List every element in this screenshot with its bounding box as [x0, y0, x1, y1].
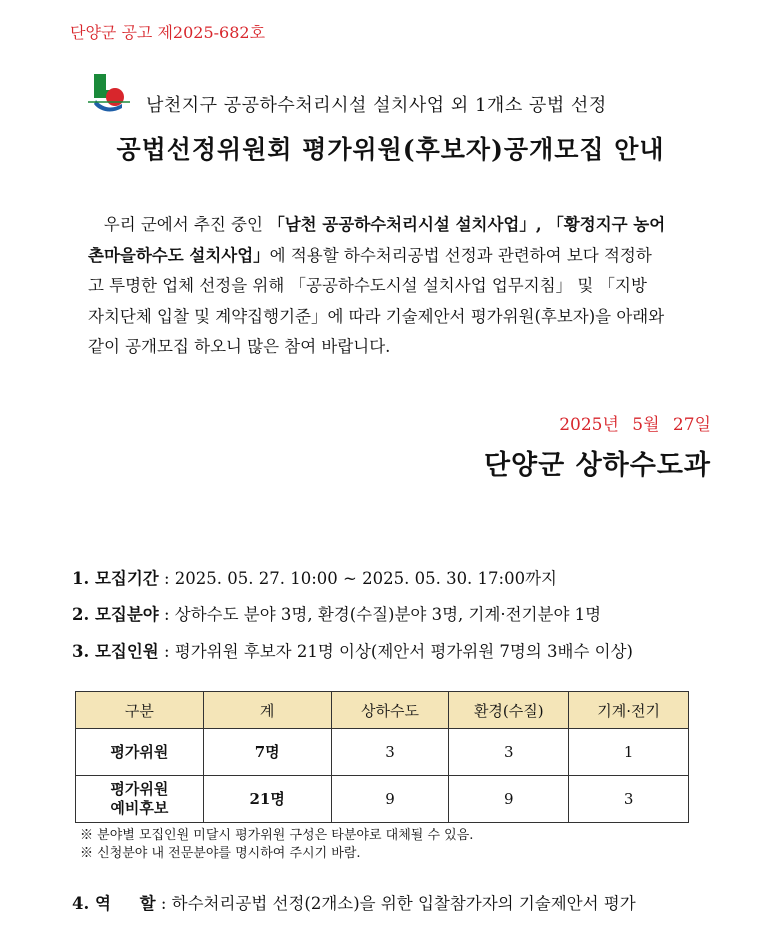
notice-body — [88, 210, 718, 363]
subtitle: 남천지구 공공하수처리시설 설치사업 외 1개소 공법 선정 — [146, 95, 607, 116]
recruit-period: 1. 모집기간 : 2025. 05. 27. 10:00 ~ 2025. 05. 30. 17:00까지 — [72, 569, 557, 588]
note-line: ※ 신청분야 내 전문분야를 명시하여 주시기 바람. — [80, 846, 361, 861]
department-name: 단양군 상하수도과 — [483, 450, 711, 481]
body-line-5: 같이 공개모집 하오니 많은 참여 바랍니다. — [88, 337, 391, 356]
table-cell: 9 — [449, 776, 569, 823]
table-notes — [80, 827, 473, 863]
table-header: 구분 — [76, 692, 204, 729]
recruit-field: 2. 모집분야 : 상하수도 분야 3명, 환경(수질)분야 3명, 기계·전기분야 1명 — [72, 605, 602, 624]
table-cell: 7명 — [203, 729, 331, 776]
table-cell: 평가위원 — [76, 729, 204, 776]
table-cell: 평가위원 예비후보 — [76, 776, 204, 823]
note-line: ※ 분야별 모집인원 미달시 평가위원 구성은 타분야로 대체될 수 있음. — [80, 828, 474, 843]
table-row — [76, 729, 689, 776]
danyang-county-logo-icon — [88, 70, 130, 114]
body-line-3: 고 투명한 업체 선정을 위해 「공공하수도시설 설치사업 업무지침」 및 「지방 — [88, 276, 647, 295]
table-header: 환경(수질) — [449, 692, 569, 729]
table-header: 계 — [203, 692, 331, 729]
body-line-1: 우리 군에서 추진 중인 「남천 공공하수처리시설 설치사업」, 「황정지구 농어 — [103, 215, 666, 234]
table-cell: 3 — [569, 776, 689, 823]
recruit-role: 4. 역 할 : 하수처리공법 선정(2개소)을 위한 입찰참가자의 기술제안서 평가 — [72, 894, 636, 913]
recruit-table — [75, 691, 689, 823]
project-names: 「남천 공공하수처리시설 설치사업」, 「황정지구 농어 — [268, 215, 666, 234]
table-header-row — [76, 692, 689, 729]
table-cell: 3 — [331, 729, 449, 776]
table-cell: 3 — [449, 729, 569, 776]
recruit-count: 3. 모집인원 : 평가위원 후보자 21명 이상(제안서 평가위원 7명의 3배수 이상) — [72, 642, 633, 661]
table-cell: 1 — [569, 729, 689, 776]
body-line-4: 자치단체 입찰 및 계약집행기준」에 따라 기술제안서 평가위원(후보자)을 아래와 — [88, 306, 665, 326]
table-cell: 21명 — [203, 776, 331, 823]
table-header: 기계·전기 — [569, 692, 689, 729]
table-header: 상하수도 — [331, 692, 449, 729]
table-cell: 9 — [331, 776, 449, 823]
body-line-2: 촌마을하수도 설치사업」에 적용할 하수처리공법 선정과 관련하여 보다 적정하 — [88, 245, 652, 265]
project-names-cont: 촌마을하수도 설치사업」 — [88, 245, 270, 265]
notice-date: 2025년 5월 27일 — [559, 415, 711, 435]
notice-number: 단양군 공고 제2025-682호 — [70, 23, 266, 42]
page-title: 공법선정위원회 평가위원(후보자)공개모집 안내 — [116, 135, 665, 164]
table-row — [76, 776, 689, 823]
